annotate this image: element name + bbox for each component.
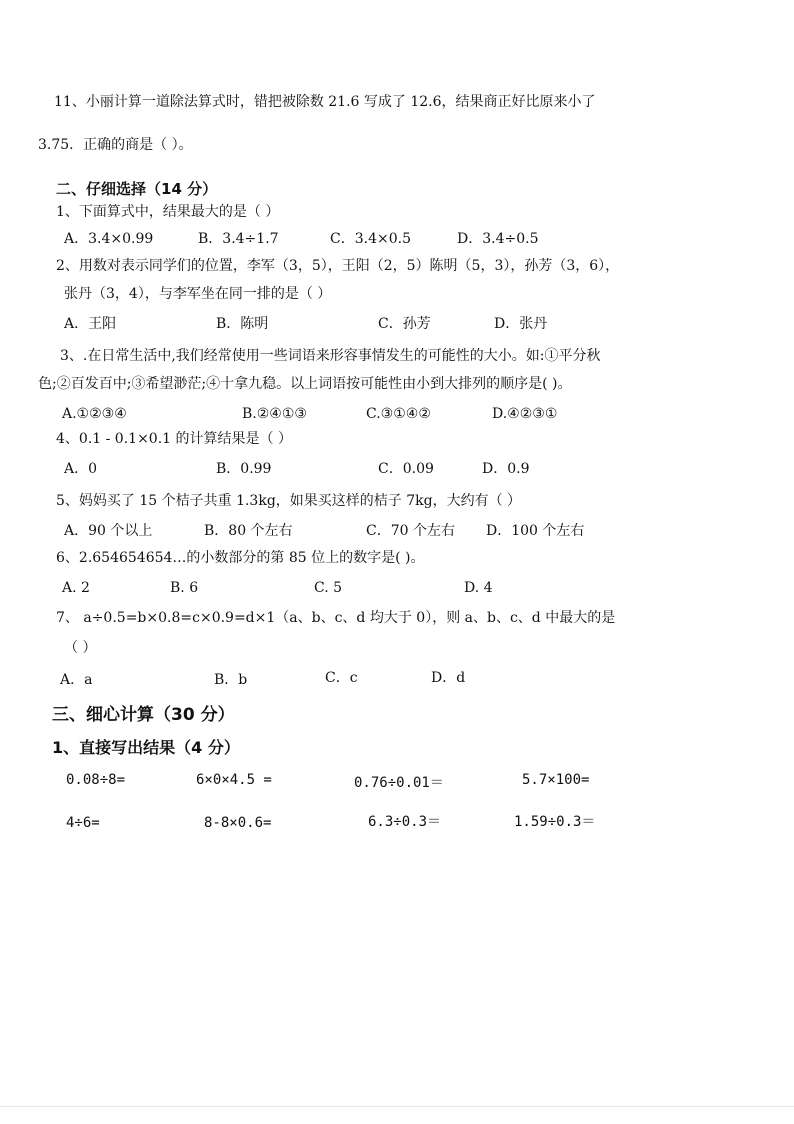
s2-q2-option-b: B．陈明 <box>216 316 269 332</box>
calc-r2-c1: 4÷6= <box>66 815 100 831</box>
s2-q7-line1: 7、 a÷0.5=b×0.8=c×0.9=d×1（a、b、c、d 均大于 0），则 a、b、c、d 中最大的是 <box>56 610 616 626</box>
s2-q2-option-a: A．王阳 <box>64 316 117 332</box>
s2-q6-option-b: B. 6 <box>170 580 199 596</box>
s2-q7-option-a: A．a <box>60 672 93 688</box>
s2-q6-option-a: A. 2 <box>62 580 90 596</box>
s2-q5-stem: 5、妈妈买了 15 个桔子共重 1.3kg，如果买这样的桔子 7kg，大约有（ ） <box>56 493 522 509</box>
q11-line2: 3.75．正确的商是（ ）。 <box>38 137 193 153</box>
calc-r1-c4: 5.7×100= <box>522 772 590 788</box>
calc-r2-c4: 1.59÷0.3＝ <box>514 814 596 830</box>
s2-q6-stem: 6、2.654654654…的小数部分的第 85 位上的数字是( )。 <box>56 550 425 566</box>
s2-q5-option-b: B．80 个左右 <box>204 523 293 539</box>
s2-q2-option-c: C．孙芳 <box>378 316 431 332</box>
calc-r1-c1: 0.08÷8= <box>66 772 126 788</box>
s2-q7-line2: （ ） <box>64 640 97 656</box>
section2-title: 二、仔细选择（14 分） <box>56 180 218 198</box>
s2-q7-option-d: D．d <box>431 670 466 686</box>
s2-q4-stem: 4、0.1 - 0.1×0.1 的计算结果是（ ） <box>56 431 292 447</box>
q11-line1: 11、小丽计算一道除法算式时，错把被除数 21.6 写成了 12.6，结果商正好比原来小了 <box>54 94 596 110</box>
s2-q5-option-a: A．90 个以上 <box>64 523 153 539</box>
s2-q3-line1: 3、.在日常生活中,我们经常使用一些词语来形容事情发生的可能性的大小。如:①平分秋 <box>60 348 601 364</box>
section3-sub1: 1、直接写出结果（4 分） <box>52 738 240 757</box>
s2-q6-option-d: D. 4 <box>464 580 493 596</box>
section3-title: 三、细心计算（30 分） <box>52 705 235 725</box>
s2-q2-line2: 张丹（3，4），与李军坐在同一排的是（ ） <box>64 286 332 302</box>
calc-r1-c3: 0.76÷0.01＝ <box>354 775 444 791</box>
s2-q3-option-c: C.③①④② <box>366 406 431 422</box>
s2-q6-option-c: C. 5 <box>314 580 343 596</box>
s2-q4-option-c: C．0.09 <box>378 461 434 477</box>
calc-r1-c2: 6×0×4.5 = <box>196 772 272 788</box>
s2-q3-option-a: A.①②③④ <box>62 406 127 422</box>
s2-q7-option-c: C．c <box>325 670 358 686</box>
s2-q1-stem: 1、下面算式中，结果最大的是（ ） <box>56 204 280 220</box>
calc-r2-c2: 8-8×0.6= <box>204 815 272 831</box>
s2-q3-option-b: B.②④①③ <box>242 406 307 422</box>
s2-q1-option-d: D．3.4÷0.5 <box>457 231 539 247</box>
page-bottom-divider <box>0 1106 794 1107</box>
s2-q2-line1: 2、用数对表示同学们的位置，李军（3，5），王阳（2，5）陈明（5，3），孙芳（3，6）， <box>56 258 620 274</box>
s2-q4-option-a: A．0 <box>64 461 98 477</box>
s2-q1-option-c: C．3.4×0.5 <box>330 231 411 247</box>
s2-q2-option-d: D．张丹 <box>494 316 548 332</box>
s2-q4-option-b: B．0.99 <box>216 461 272 477</box>
s2-q4-option-d: D．0.9 <box>482 461 530 477</box>
s2-q3-option-d: D.④②③① <box>492 406 558 422</box>
s2-q7-option-b: B．b <box>214 672 248 688</box>
s2-q1-option-a: A．3.4×0.99 <box>64 231 154 247</box>
s2-q5-option-d: D．100 个左右 <box>486 523 585 539</box>
s2-q5-option-c: C．70 个左右 <box>366 523 455 539</box>
s2-q1-option-b: B．3.4÷1.7 <box>198 231 279 247</box>
calc-r2-c3: 6.3÷0.3＝ <box>368 814 442 830</box>
s2-q3-line2: 色;②百发百中;③希望渺茫;④十拿九稳。以上词语按可能性由小到大排列的顺序是( )。 <box>38 376 572 392</box>
